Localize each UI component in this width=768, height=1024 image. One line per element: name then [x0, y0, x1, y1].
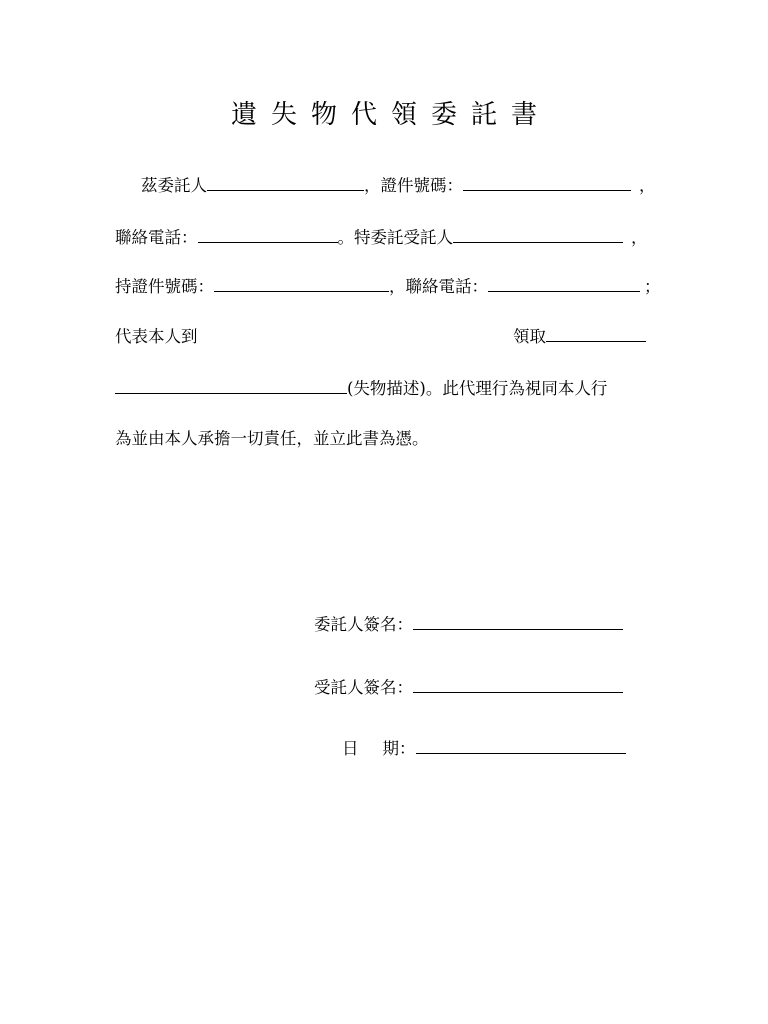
- agent-signature-line: [314, 677, 623, 699]
- receive-blank[interactable]: [546, 326, 646, 342]
- date-label-second: 期：: [382, 739, 416, 758]
- item-description-blank[interactable]: [115, 378, 347, 394]
- date-label-first: 日: [342, 739, 359, 758]
- id-number-label: ，證件號碼：: [364, 176, 463, 195]
- agent-phone-blank[interactable]: [488, 276, 640, 292]
- principal-signature-label: 委託人簽名：: [314, 615, 413, 634]
- line3-semicolon: ；: [644, 277, 661, 296]
- date-blank[interactable]: [416, 738, 626, 754]
- phone-label: 聯絡電話：: [115, 228, 198, 247]
- contact-line: [115, 227, 655, 249]
- agent-phone-label: ，聯絡電話：: [389, 277, 488, 296]
- agent-label: 。特委託受託人: [337, 228, 453, 247]
- principal-label: 茲委託人: [141, 176, 207, 195]
- receive-label: 領取: [513, 327, 546, 346]
- responsibility-text: 為並由本人承擔一切責任，並立此書為憑。: [115, 429, 429, 448]
- principal-signature-line: [314, 614, 623, 636]
- item-description-line: [115, 378, 655, 400]
- represent-label: 代表本人到: [115, 327, 198, 346]
- responsibility-line: [115, 428, 655, 450]
- principal-phone-blank[interactable]: [198, 227, 338, 243]
- item-description-text: (失物描述)。此代理行為視同本人行: [347, 379, 608, 398]
- line2-comma: ，: [631, 228, 648, 247]
- principal-signature-blank[interactable]: [413, 614, 623, 630]
- line1-comma: ，: [639, 176, 656, 195]
- principal-line: [115, 175, 655, 197]
- location-line: [115, 326, 655, 348]
- agent-signature-blank[interactable]: [413, 677, 623, 693]
- agent-id-label: 持證件號碼：: [115, 277, 214, 296]
- agent-id-line: [115, 276, 661, 298]
- principal-name-blank[interactable]: [207, 175, 364, 191]
- agent-id-blank[interactable]: [214, 276, 389, 292]
- date-line: [342, 738, 626, 760]
- document-title: 遺失物代領委託書: [230, 100, 551, 130]
- receive-group: [513, 326, 646, 348]
- principal-id-blank[interactable]: [463, 175, 631, 191]
- agent-name-blank[interactable]: [453, 227, 623, 243]
- agent-signature-label: 受託人簽名：: [314, 678, 413, 697]
